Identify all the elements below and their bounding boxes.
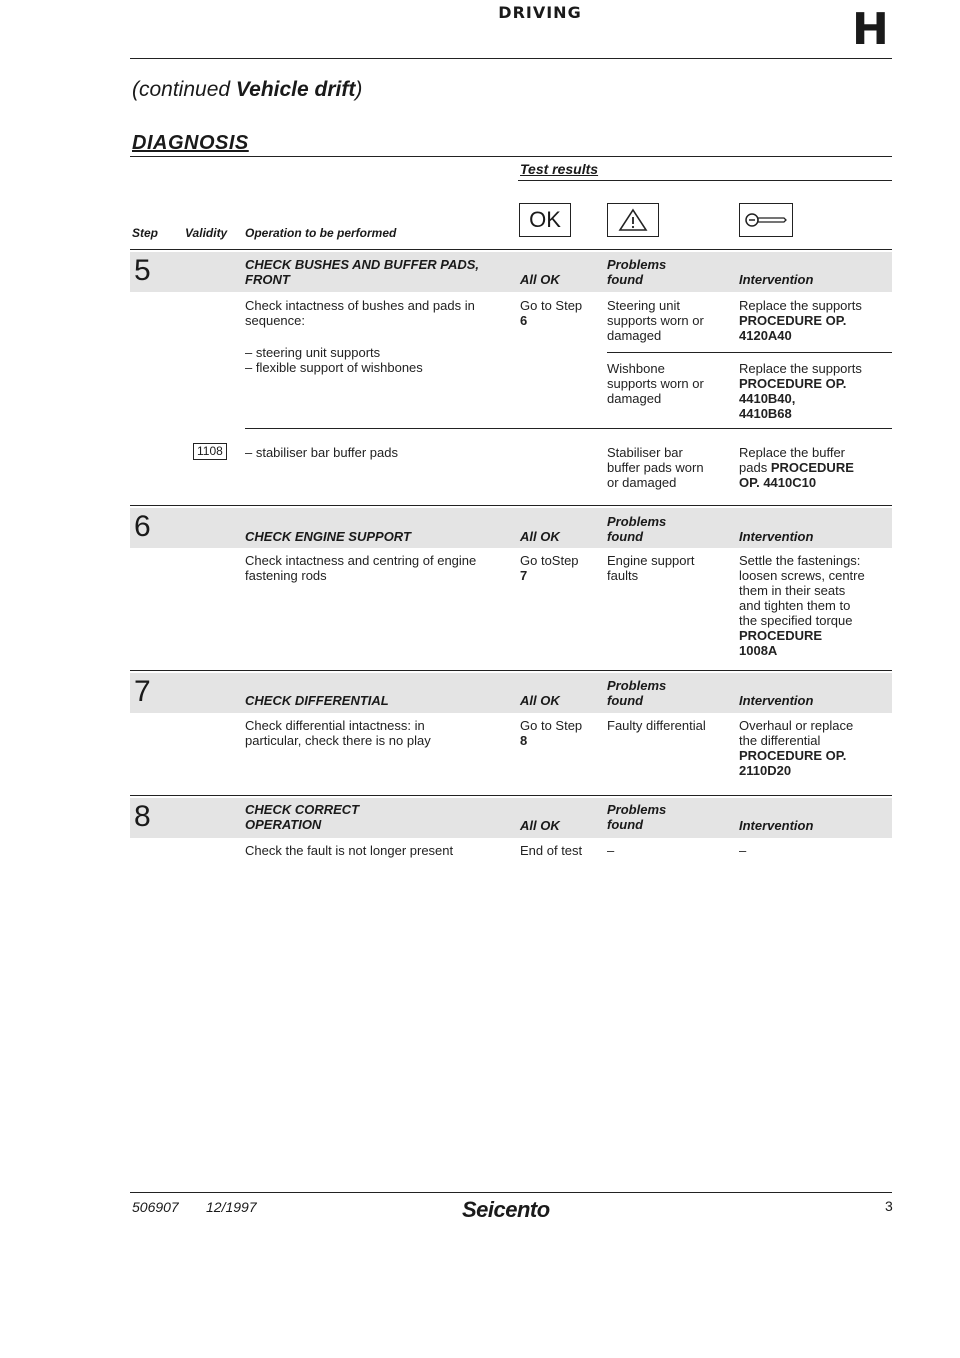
problem-line: Stabiliser bar [607,445,683,460]
ok-action-step: 6 [520,313,528,328]
subtitle-suffix: ) [355,78,363,101]
operation-line: Check differential intactness: in [245,718,425,733]
problems-label-line: Problems [607,802,667,817]
wrench-icon [739,203,793,237]
problems-label-line: Problems [607,257,667,272]
problem-line: supports worn or [607,376,704,391]
test-results-label: Test results [520,161,599,177]
problems-found-label [607,514,666,544]
intervention-text [739,361,862,421]
intervention-line: the specified torque [739,613,853,628]
subtitle-bold: Vehicle drift [235,78,356,101]
problem-line: damaged [607,328,662,343]
problems-label-line: found [607,817,644,832]
ok-action: End of test [520,843,583,858]
intervention-label: Intervention [739,818,814,833]
column-operation: Operation to be performed [245,226,397,240]
step-divider [130,670,892,671]
procedure-ref: 2110D20 [739,763,792,778]
problem-line: or damaged [607,475,677,490]
all-ok-label: All OK [520,818,560,833]
operation-text [245,553,476,583]
table-top-rule [130,249,892,250]
problems-label-line: found [607,529,644,544]
problems-label-line: found [607,693,644,708]
ok-icon-text: OK [529,207,561,232]
subtitle [132,78,362,102]
step-title-line: FRONT [245,272,290,287]
problems-label-line: found [607,272,644,287]
problem-line: buffer pads worn [607,460,704,475]
ok-icon [519,203,571,237]
operation-line: Check intactness of bushes and pads in [245,298,475,313]
step-title: CHECK DIFFERENTIAL [245,693,389,708]
problem-line: Steering unit [607,298,680,313]
intervention-line: Replace the buffer [739,445,845,460]
step-title-line: CHECK CORRECT [245,802,360,817]
document-code: 506907 [132,1199,179,1215]
intervention-line: Replace the supports [739,361,862,376]
ok-action [520,718,582,748]
problems-found-label [607,802,666,832]
problem-found [607,445,704,490]
brand-logo: Seicento [462,1197,550,1222]
test-results-rule [518,180,892,181]
step-title [245,802,359,832]
problems-label-line: Problems [607,514,667,529]
intervention-text [739,718,853,778]
intervention-line: Settle the fastenings: [739,553,861,568]
intervention-line: loosen screws, centre [739,568,865,583]
page-number: 3 [885,1198,893,1214]
procedure-ref: 4410B40, [739,391,796,406]
step-title-line: OPERATION [245,817,322,832]
intervention-label: Intervention [739,272,814,287]
operation-text: Check the fault is not longer present [245,843,454,858]
intervention-text [739,445,854,490]
intervention-line [739,460,854,475]
intervention-label: Intervention [739,529,814,544]
operation-text [245,298,475,328]
intervention-line: and tighten them to [739,598,851,613]
intervention-text [739,553,865,658]
problems-found-label [607,257,666,287]
problem-line: Wishbone [607,361,665,376]
operation-items [245,345,423,375]
intervention-text: – [739,843,747,858]
header-rule [130,58,892,59]
procedure-ref: PROCEDURE OP. [739,748,847,763]
intervention-label: Intervention [739,693,814,708]
problem-found [607,718,706,733]
procedure-ref: PROCEDURE OP. [739,376,847,391]
step-divider [130,505,892,506]
intervention-line: them in their seats [739,583,846,598]
ok-action [520,298,582,328]
intervention-text [739,298,862,343]
ok-action-step: 7 [520,568,528,583]
operation-line: sequence: [245,313,305,328]
step-number: 6 [134,510,151,543]
step-number: 7 [134,675,151,708]
ok-action [520,553,579,583]
procedure-ref: PROCEDURE [739,628,823,643]
column-validity: Validity [185,226,228,240]
diagnosis-title: DIAGNOSIS [132,132,249,154]
procedure-ref: 4120A40 [739,328,792,343]
operation-item: – steering unit supports [245,345,381,360]
validity-divider [245,428,892,429]
operation-line: Check intactness and centring of engine [245,553,477,568]
step-number: 8 [134,800,151,833]
problem-found: – [607,843,615,858]
problem-divider [607,352,892,353]
procedure-ref: PROCEDURE OP. [739,313,847,328]
operation-text [245,718,431,748]
intervention-line: Overhaul or replace [739,718,854,733]
operation-line: fastening rods [245,568,327,583]
intervention-span: pads [739,460,771,475]
intervention-line: Replace the supports [739,298,862,313]
problem-found [607,361,704,406]
section-title: DRIVING [498,3,582,22]
problem-line: faults [607,568,639,583]
problem-found [607,298,704,343]
all-ok-label: All OK [520,272,560,287]
procedure-ref: 4410B68 [739,406,792,421]
validity-badge: 1108 [193,443,227,460]
all-ok-label: All OK [520,693,560,708]
ok-action-line: Go to Step [520,718,583,733]
intervention-line: the differential [739,733,821,748]
warning-triangle-icon [607,203,659,237]
column-step: Step [132,226,159,240]
procedure-ref: OP. 4410C10 [739,475,817,490]
ok-action-line: Go to Step [520,298,583,313]
diagnosis-rule [130,156,892,157]
step-divider [130,795,892,796]
ok-action-line: Go toStep [520,553,579,568]
document-date: 12/1997 [206,1199,257,1215]
problem-found [607,553,694,583]
footer-rule [130,1192,892,1193]
step-title-line: CHECK BUSHES AND BUFFER PADS, [245,257,480,272]
section-letter: H [852,4,889,55]
ok-action-step: 8 [520,733,528,748]
problems-label-line: Problems [607,678,667,693]
subtitle-prefix: (continued [132,78,236,101]
procedure-ref: 1008A [739,643,778,658]
procedure-ref: PROCEDURE [770,460,854,475]
problem-line: Engine support [607,553,695,568]
problem-line: damaged [607,391,662,406]
operation-line: particular, check there is no play [245,733,431,748]
problem-line: supports worn or [607,313,704,328]
step-title [245,257,479,287]
step-number: 5 [134,254,151,287]
operation-item: – flexible support of wishbones [245,360,423,375]
operation-item: – stabiliser bar buffer pads [245,445,398,460]
problem-line: Faulty differential [607,718,706,733]
problems-found-label [607,678,666,708]
all-ok-label: All OK [520,529,560,544]
step-title: CHECK ENGINE SUPPORT [245,529,411,544]
